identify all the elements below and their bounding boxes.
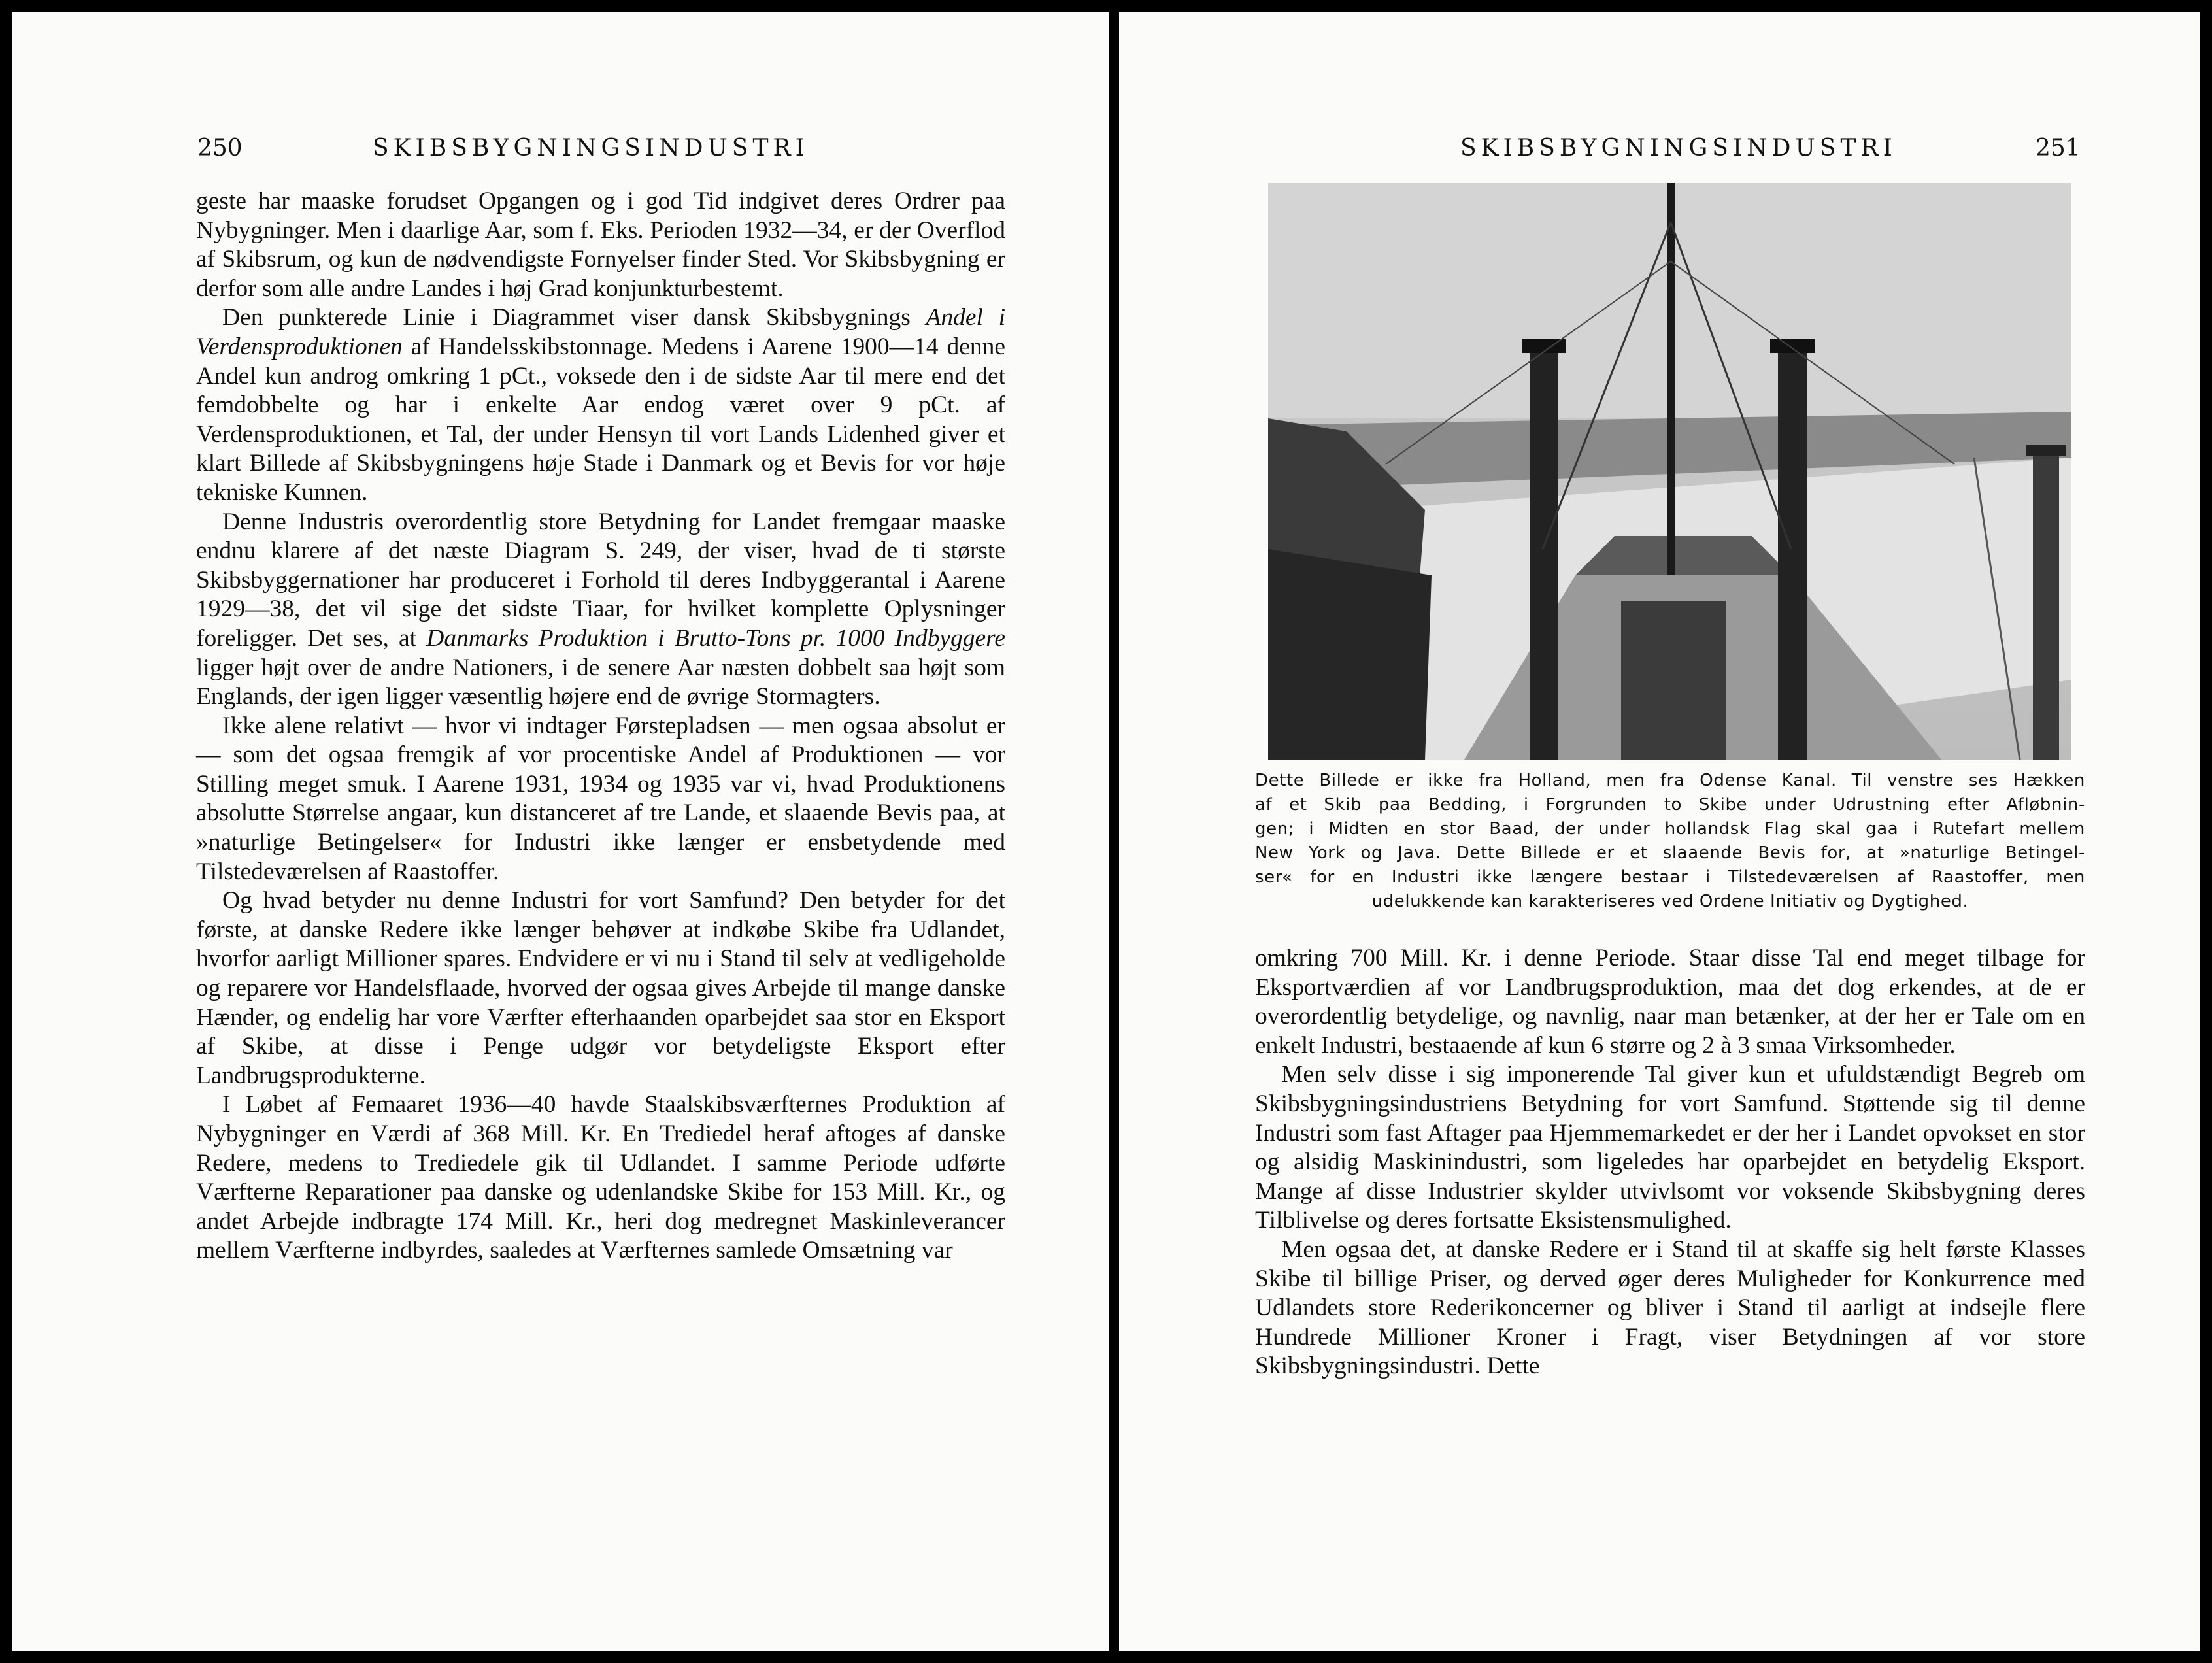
text-run: Denne Industris overordentlig store Betydning for Landet fremgaar maaske endnu klarere af det næste Diagram S. 249, der viser, hvad de ti største Skibsbyggernationer har produceret i Forhold til deres Indbyggerantal i Aarene 1929—38, det vil sige det sidste Tiaar, for hvilket komplette Oplysninger foreligger. Det ses, at — [196, 508, 1005, 652]
text-run: Og hvad betyder nu denne Industri for vort Samfund? Den betyder for det første, at danske Redere ikke længer behøver at indkøbe Skibe fra Udlandet, hvorfor aarligt Millioner spares. Endvidere er vi nu i Stand til selv at vedligeholde og reparere vor Handelsflaade, hvorved der ogsaa gives Arbejde til mange danske Hænder, og endelig har vore Værfter efterhaanden oparbejdet saa stor en Eksport af Skibe, at disse i Penge udgør vor betydeligste Eksport efter Landbrugsprodukterne. — [196, 887, 1005, 1089]
text-run: omkring 700 Mill. Kr. i denne Periode. Staar disse Tal end meget tilbage for Eksportværdien af vor Landbrugsproduktion, maa det dog erkendes, at de er overordentlig betydelige, og navnlig, naar man betænker, at der her er Tale om en enkelt Industri, bestaaende af kun 6 større og 2 à 3 smaa Virksomheder. — [1255, 945, 2085, 1059]
paragraph — [196, 187, 1005, 303]
paragraph — [1255, 1235, 2085, 1381]
text-run: Den punkterede Linie i Diagrammet viser dansk Skibsbygnings — [222, 304, 926, 331]
caption-line: ser« for en Industri ikke længere bestaar i Tilstedeværelsen af Raastoffer, men — [1255, 867, 2085, 887]
text-run: ligger højt over de andre Nationers, i de senere Aar næsten dobbelt saa højt som Englands, der igen ligger væsentlig højere end de øvrige Stormagters. — [196, 654, 1005, 711]
right-page — [1119, 12, 2200, 1651]
caption-line: udelukkende kan karakteriseres ved Ordene Initiativ og Dygtighed. — [1371, 892, 1969, 911]
paragraph — [1255, 1060, 2085, 1235]
caption-line: af et Skib paa Bedding, i Forgrunden to Skibe under Udrustning efter Afløbnin- — [1255, 795, 2085, 815]
text-run: Men selv disse i sig imponerende Tal giver kun et ufuldstændigt Begreb om Skibsbygningsindustriens Betydning for vort Samfund. Støttende sig til denne Industri som fast Aftager paa Hjemmemarkedet er der her i Landet opvokset en stor og alsidig Maskinindustri, som ligeledes har oparbejdet en betydelig Eksport. Mange af disse Industrier skylder utvivlsomt vor voksende Skibsbygning deres Tilblivelse og deres fortsatte Eksistensmulighed. — [1255, 1061, 2085, 1234]
caption-line: New York og Java. Dette Billede er et slaaende Bevis for, at »naturlige Betingel- — [1255, 843, 2085, 863]
left-page — [12, 12, 1109, 1651]
text-run: geste har maaske forudset Opgangen og i god Tid indgivet deres Ordrer paa Nybygninger. Men i daarlige Aar, som f. Eks. Perioden 1932—34, er der Overflod af Skibsrum, og kun de nødvendigste Fornyelser finder Sted. Vor Skibsbygning er derfor som alle andre Landes i høj Grad konjunkturbestemt. — [196, 188, 1005, 302]
body-text — [196, 187, 1005, 1266]
text-run: I Løbet af Femaaret 1936—40 havde Staalskibsværfternes Produktion af Nybygninger en Værdi af 368 Mill. Kr. En Trediedel heraf aftoges af danske Redere, medens to Trediedele gik til Udlandet. I samme Periode udførte Værfterne Reparationer paa danske og udenlandske Skibe for 153 Mill. Kr., og andet Arbejde indbragte 174 Mill. Kr., heri dog medregnet Maskinleverancer mellem Værfterne indbyrdes, saaledes at Værfternes samlede Omsætning var — [196, 1091, 1005, 1264]
paragraph — [196, 886, 1005, 1090]
text-run: Men ogsaa det, at danske Redere er i Stand til at skaffe sig helt første Klasses Skibe til billige Priser, og derved øger deres Muligheder for Konkurrence med Udlandets store Rederikoncerner og bliver i Stand til aarligt at indsejle flere Hundrede Millioner Kroner i Fragt, viser Betydningen af vor store Skibsbygningsindustri. Dette — [1255, 1235, 2085, 1380]
page-number: 250 — [197, 135, 243, 161]
text-run: Ikke alene relativt — hvor vi indtager Førstepladsen — men ogsaa absolut er — som det ogsaa fremgik af vor procentiske Andel af Produktionen — vor Stilling meget smuk. I Aarene 1931, 1934 og 1935 var vi, hvad Produktionens absolutte Størrelse angaar, kun distanceret af tre Lande, et slaaende Bevis paa, at »naturlige Betingelser« for Industri ikke længer er ensbetydende med Tilstedeværelsen af Raastoffer. — [196, 712, 1005, 885]
page-number: 251 — [2036, 135, 2081, 161]
paragraph — [1255, 944, 2085, 1060]
ship-canal-image — [1268, 183, 2071, 760]
photo-caption — [1255, 769, 2085, 914]
body-text — [1255, 944, 2085, 1381]
running-head: SKIBSBYGNINGSINDUSTRI — [373, 135, 809, 161]
emphasized-text: Andel i Verdensproduktionen — [196, 304, 1006, 360]
caption-line: gen; i Midten en stor Baad, der under hollandsk Flag skal gaa i Rutefart mellem — [1255, 819, 2085, 839]
paragraph — [196, 1090, 1005, 1266]
paragraph — [196, 508, 1005, 712]
emphasized-text: Danmarks Produktion i Brutto-Tons pr. 1000 Indbyggere — [426, 624, 1005, 652]
paragraph — [196, 303, 1005, 507]
ship-photograph — [1268, 183, 2071, 760]
paragraph — [196, 712, 1005, 887]
text-run: af Handelsskibstonnage. Medens i Aarene 1900—14 denne Andel kun androg omkring 1 pCt., voksede den i de sidste Aar til mere end det femdobbelte og har i enkelte Aar endog været over 9 pCt. af Verdensproduktionen, et Tal, der under Hensyn til vort Lands Lidenhed giver et klart Billede af Skibsbygningens høje Stade i Danmark og et Bevis for vor høje tekniske Kunnen. — [196, 333, 1005, 506]
running-head: SKIBSBYGNINGSINDUSTRI — [1460, 135, 1897, 161]
caption-line: Dette Billede er ikke fra Holland, men fra Odense Kanal. Til venstre ses Hækken — [1255, 771, 2085, 790]
